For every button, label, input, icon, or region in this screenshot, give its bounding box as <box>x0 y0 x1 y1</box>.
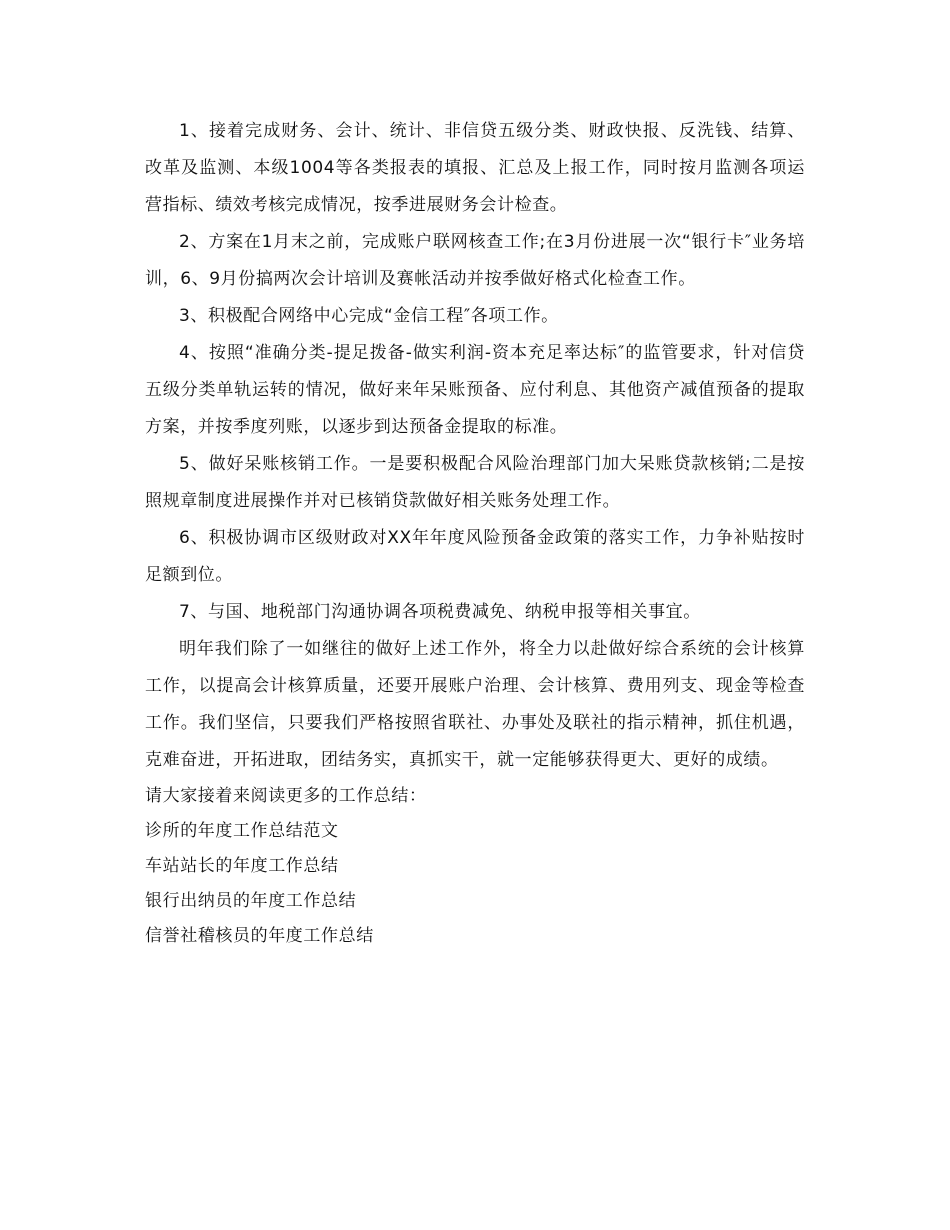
more-reading-section <box>145 779 805 954</box>
paragraph-1: 1、接着完成财务、会计、统计、非信贷五级分类、财政快报、反洗钱、结算、改革及监测、本级1004等各类报表的填报、汇总及上报工作，同时按月监测各项运营指标、绩效考核完成情况，按季进展财务会计检查。 <box>145 121 805 215</box>
paragraph-4: 4、按照“准确分类-提足拨备-做实利润-资本充足率达标″的监管要求，针对信贷五级分类单轨运转的情况，做好来年呆账预备、应付利息、其他资产减值预备的提取方案，并按季度列账，以逐步到达预备金提取的标准。 <box>145 343 805 437</box>
more-reading-link[interactable]: 车站站长的年度工作总结 <box>145 856 339 876</box>
document-body <box>145 113 805 954</box>
paragraph-closing: 明年我们除了一如继往的做好上述工作外，将全力以赴做好综合系统的会计核算工作，以提高会计核算质量，还要开展账户治理、会计核算、费用列支、现金等检查工作。我们坚信，只要我们严格按照省联社、办事处及联社的指示精神，抓住机遇，克难奋进，开拓进取，团结务实，真抓实干，就一定能够获得更大、更好的成绩。 <box>145 639 805 770</box>
paragraph-6: 6、积极协调市区级财政对XX年年度风险预备金政策的落实工作，力争补贴按时足额到位。 <box>145 528 805 585</box>
paragraph-3: 3、积极配合网络中心完成“金信工程″各项工作。 <box>179 306 559 326</box>
more-reading-link[interactable]: 信誉社稽核员的年度工作总结 <box>145 926 374 946</box>
more-reading-link[interactable]: 诊所的年度工作总结范文 <box>145 821 339 841</box>
more-reading-link[interactable]: 银行出纳员的年度工作总结 <box>145 891 357 911</box>
paragraph-2: 2、方案在1月末之前，完成账户联网核查工作;在3月份进展一次“银行卡″业务培训，6、9月份搞两次会计培训及赛帐活动并按季做好格式化检查工作。 <box>145 232 805 289</box>
more-reading-intro: 请大家接着来阅读更多的工作总结： <box>145 786 427 806</box>
paragraph-7: 7、与国、地税部门沟通协调各项税费减免、纳税申报等相关事宜。 <box>179 602 701 622</box>
paragraph-5: 5、做好呆账核销工作。一是要积极配合风险治理部门加大呆账贷款核销;二是按照规章制度进展操作并对已核销贷款做好相关账务处理工作。 <box>145 454 805 511</box>
